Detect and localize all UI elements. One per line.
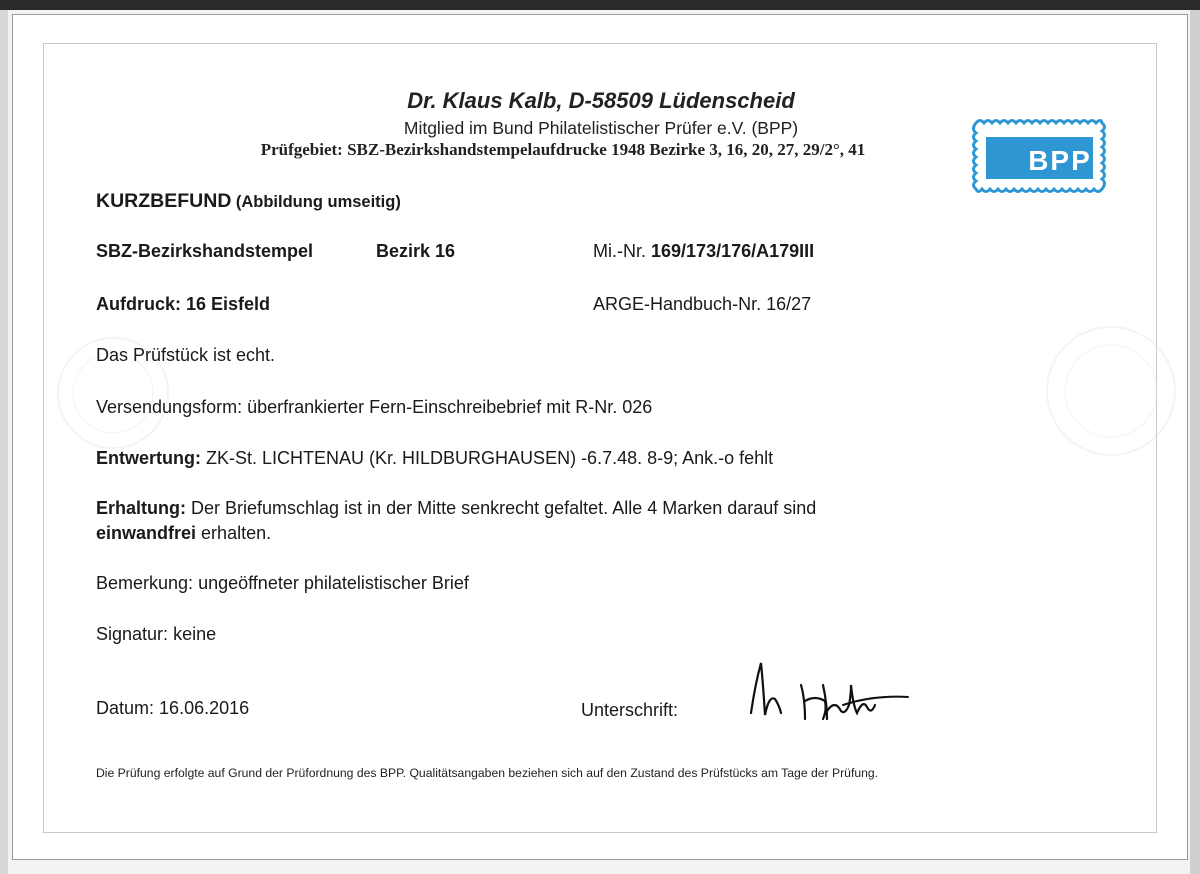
right-emboss-seal bbox=[1041, 321, 1181, 461]
footer-note: Die Prüfung erfolgte auf Grund der Prüfordnung des BPP. Qualitätsangaben beziehen sich auf den Zustand des Prüfstücks am Tage der Prüfung. bbox=[96, 766, 879, 780]
cancellation-value: ZK-St. LICHTENAU (Kr. HILDBURGHAUSEN) -6.7.48. 8-9; Ank.-o fehlt bbox=[206, 448, 774, 468]
signature-row bbox=[96, 624, 216, 645]
scan-edge-right bbox=[1190, 10, 1200, 874]
shipping-value: überfrankierter Fern-Einschreibebrief mit R-Nr. 026 bbox=[247, 397, 653, 417]
remark-value: ungeöffneter philatelistischer Brief bbox=[198, 573, 469, 593]
scan-edge-top bbox=[0, 0, 1200, 10]
bpp-logo-text: BPP bbox=[1028, 145, 1092, 176]
report-title-note: (Abbildung umseitig) bbox=[235, 193, 401, 211]
arge-row bbox=[593, 294, 811, 315]
date-row bbox=[96, 698, 249, 719]
expert-area-line: Prüfgebiet: SBZ-Bezirkshandstempelaufdrucke 1948 Bezirke 3, 16, 20, 27, 29/2°, 41 bbox=[260, 140, 866, 159]
issue-name: SBZ-Bezirkshandstempel bbox=[96, 241, 314, 261]
arge-value: 16/27 bbox=[766, 294, 812, 314]
district: Bezirk 16 bbox=[376, 241, 456, 261]
shipping-label: Versendungsform: bbox=[96, 397, 243, 417]
signature-label: Signatur: bbox=[96, 624, 169, 644]
signature-value: keine bbox=[173, 624, 217, 644]
overprint-value: 16 Eisfeld bbox=[186, 294, 271, 314]
condition-label: Erhaltung: bbox=[96, 498, 186, 518]
certificate bbox=[12, 14, 1188, 860]
genuine-statement: Das Prüfstück ist echt. bbox=[96, 345, 276, 365]
condition-text-end: erhalten. bbox=[201, 523, 272, 543]
condition-line-2 bbox=[96, 523, 271, 544]
date-value: 16.06.2016 bbox=[159, 698, 250, 718]
report-title: KURZBEFUND bbox=[96, 190, 232, 212]
scan-edge-left bbox=[0, 10, 8, 874]
date-label: Datum: bbox=[96, 698, 155, 718]
membership-line: Mitglied im Bund Philatelistischer Prüfer e.V. (BPP) bbox=[403, 118, 799, 138]
mi-number-row bbox=[593, 241, 814, 262]
remark-label: Bemerkung: bbox=[96, 573, 194, 593]
report-title-row bbox=[96, 190, 401, 213]
expert-name: Dr. Klaus Kalb, D-58509 Lüdenscheid bbox=[407, 88, 795, 113]
remark-row bbox=[96, 573, 469, 594]
sign-label: Unterschrift: bbox=[581, 700, 679, 720]
shipping-row bbox=[96, 397, 652, 418]
cancellation-label: Entwertung: bbox=[96, 448, 201, 468]
overprint-row bbox=[96, 294, 270, 315]
condition-line-1 bbox=[96, 498, 816, 519]
mi-label: Mi.-Nr. bbox=[593, 241, 646, 261]
cancellation-row bbox=[96, 448, 773, 469]
handwritten-signature bbox=[743, 655, 913, 730]
mi-value: 169/173/176/A179III bbox=[651, 241, 815, 261]
arge-label: ARGE-Handbuch-Nr. bbox=[593, 294, 762, 314]
overprint-label: Aufdruck: bbox=[96, 294, 181, 314]
bpp-logo bbox=[968, 115, 1110, 202]
condition-text: Der Briefumschlag ist in der Mitte senkrecht gefaltet. Alle 4 Marken darauf sind bbox=[191, 498, 817, 518]
condition-grade: einwandfrei bbox=[96, 523, 197, 543]
